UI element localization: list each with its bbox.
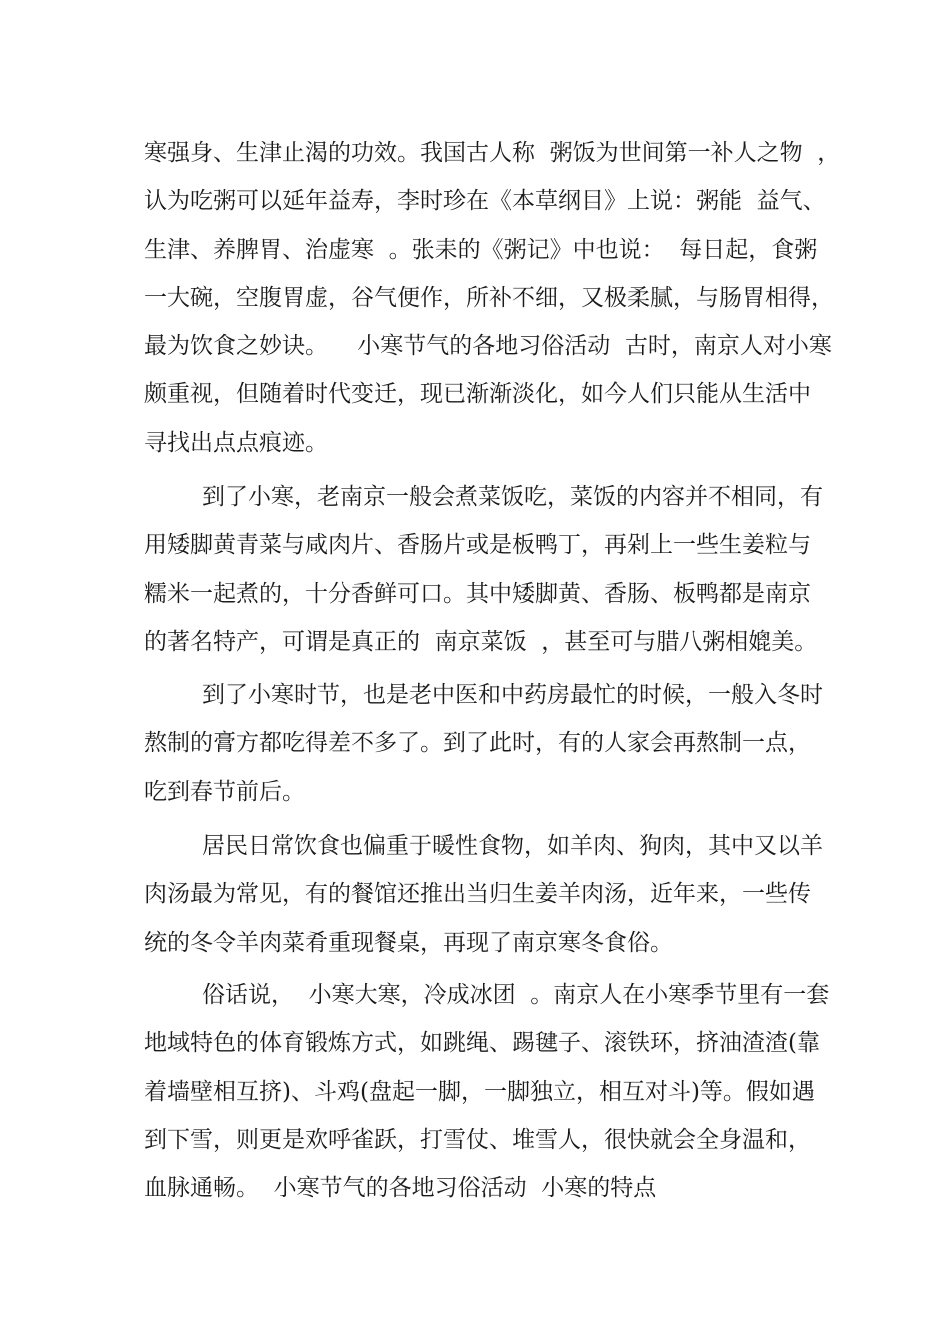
text-line: 到下雪，则更是欢呼雀跃，打雪仗、堆雪人，很快就会全身温和， [144,1126,811,1153]
paragraph-1 [144,129,844,467]
text-line: 一大碗，空腹胃虚，谷气便作，所补不细，又极柔腻，与肠胃相得， [144,284,834,311]
text-line: 最为饮食之妙诀。 小寒节气的各地习俗活动 古时，南京人对小寒 [144,333,832,360]
paragraph-2 [144,473,844,666]
text-line: 着墙壁相互挤)、斗鸡(盘起一脚，一脚独立，相互对斗)等。假如遇 [144,1078,815,1105]
text-line: 糯米一起煮的，十分香鲜可口。其中矮脚黄、香肠、板鸭都是南京 [144,580,811,607]
text-line: 寻找出点点痕迹。 [144,429,328,456]
text-line: 熬制的膏方都吃得差不多了。到了此时，有的人家会再熬制一点， [144,730,811,757]
text-line: 统的冬令羊肉菜肴重现餐桌，再现了南京寒冬食俗。 [144,929,673,956]
text-line: 到了小寒，老南京一般会煮菜饭吃，菜饭的内容并不相同，有 [202,484,823,510]
text-line: 吃到春节前后。 [144,778,305,805]
text-line: 颇重视，但随着时代变迁，现已渐渐淡化，如今人们只能从生活中 [144,381,811,408]
text-line: 用矮脚黄青菜与咸肉片、香肠片或是板鸭丁，再剁上一些生姜粒与 [144,532,811,559]
paragraph-3 [144,671,844,816]
text-line: 到了小寒时节，也是老中医和中药房最忙的时候，一般入冬时 [202,682,823,708]
text-line: 认为吃粥可以延年益寿，李时珍在《本草纲目》上说：粥能 益气、 [144,188,826,215]
text-line: 居民日常饮食也偏重于暖性食物，如羊肉、狗肉，其中又以羊 [202,833,823,859]
text-line: 俗话说， 小寒大寒，冷成冰团 。南京人在小寒季节里有一套 [202,982,830,1008]
text-line: 生津、养脾胃、治虚寒 。张耒的《粥记》中也说： 每日起，食粥 [144,236,818,263]
paragraph-4 [144,822,844,967]
text-line: 的著名特产，可谓是真正的 南京菜饭 ，甚至可与腊八粥相媲美。 [144,628,818,655]
paragraph-5 [144,971,844,1212]
text-line: 地域特色的体育锻炼方式，如跳绳、踢毽子、滚铁环，挤油渣渣(靠 [144,1030,820,1057]
text-line: 血脉通畅。 小寒节气的各地习俗活动 小寒的特点 [144,1175,657,1202]
text-line: 肉汤最为常见，有的餐馆还推出当归生姜羊肉汤，近年来，一些传 [144,881,811,908]
text-line: 寒强身、生津止渴的功效。我国古人称 粥饭为世间第一补人之物 ， [144,140,841,166]
